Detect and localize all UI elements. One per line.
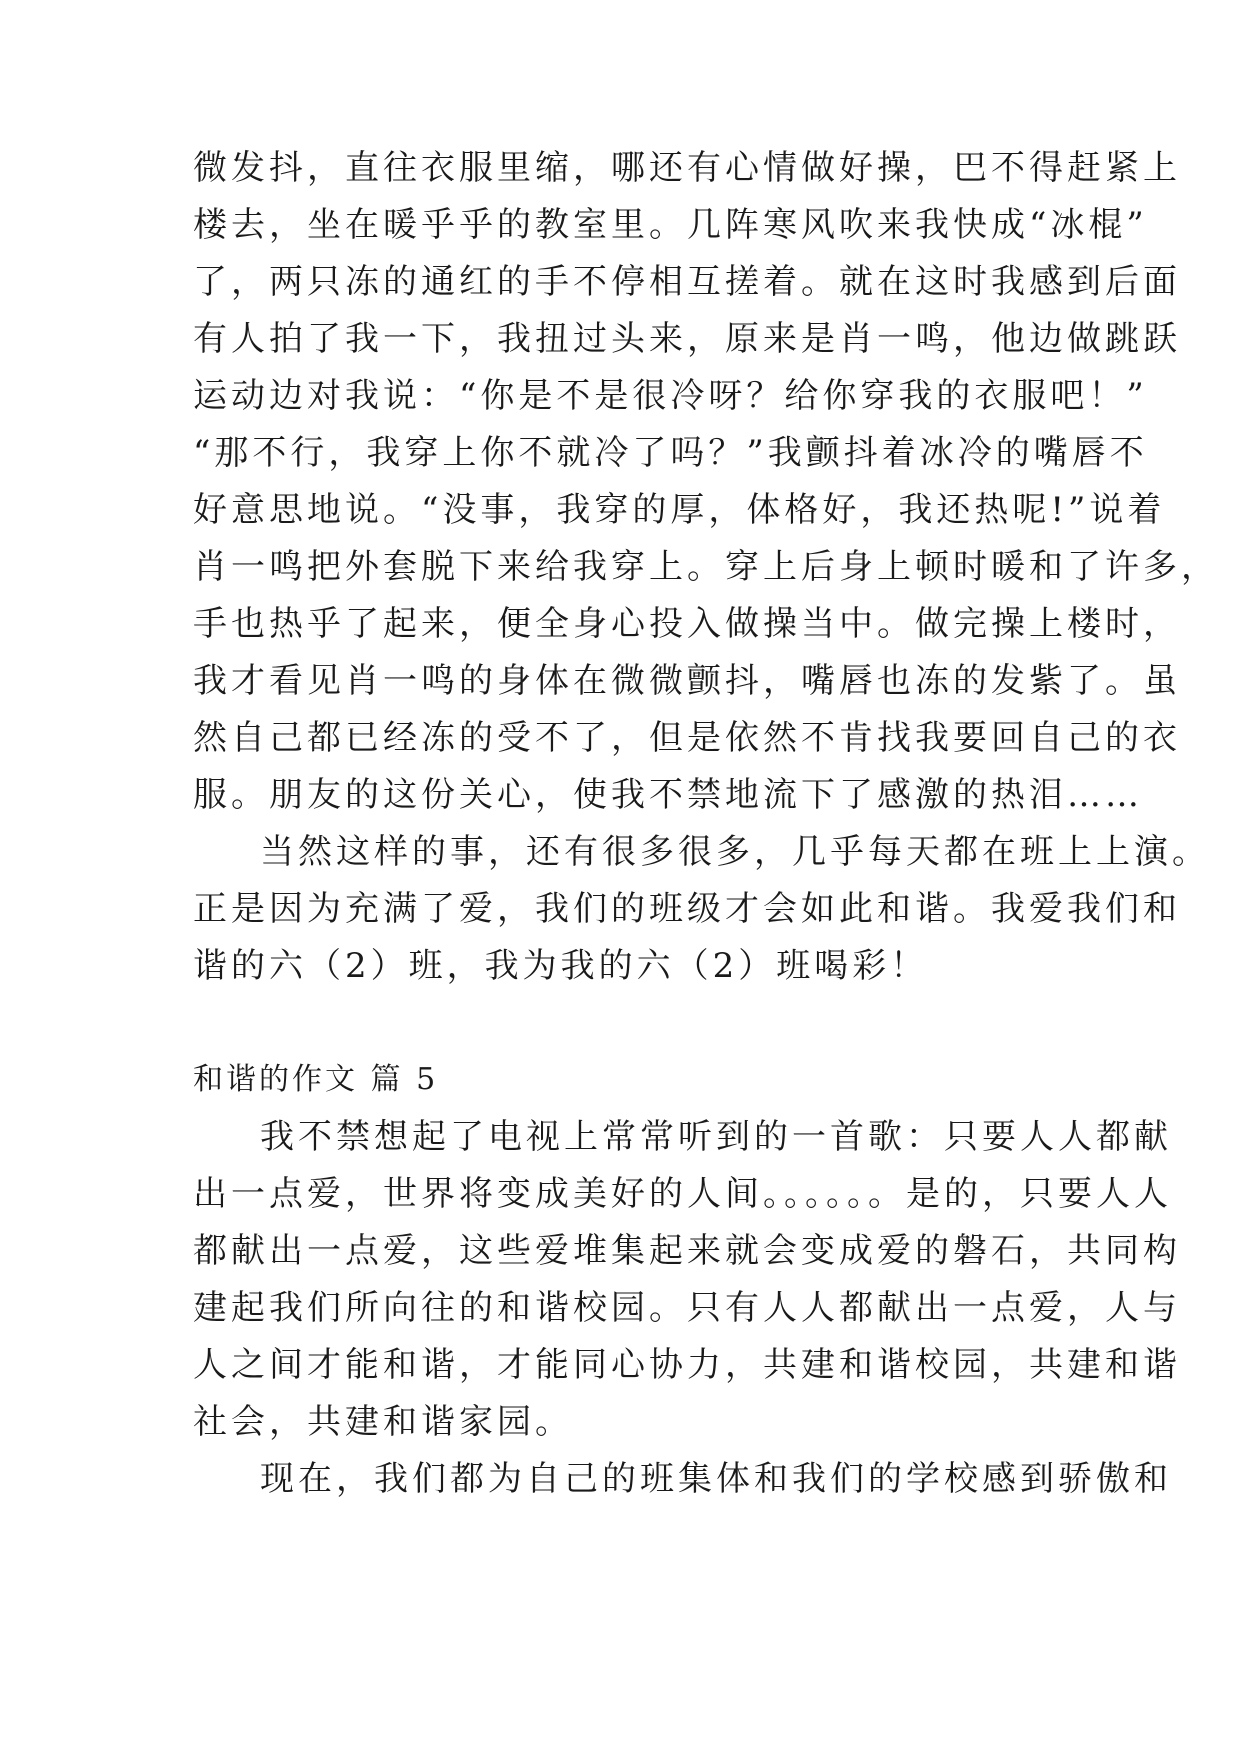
paragraph-line: 肖一鸣把外套脱下来给我穿上。穿上后身上顿时暖和了许多， (193, 547, 1219, 587)
paragraph-line: 手也热乎了起来，便全身心投入做操当中。做完操上楼时， (193, 604, 1181, 644)
paragraph-line: 人之间才能和谐，才能同心协力，共建和谐校园，共建和谐 (193, 1345, 1181, 1385)
paragraph-line: 微发抖，直往衣服里缩，哪还有心情做好操，巴不得赶紧上 (193, 148, 1181, 188)
paragraph-line: 楼去，坐在暖乎乎的教室里。几阵寒风吹来我快成“冰棍” (193, 205, 1148, 245)
paragraph-line: 都献出一点爱，这些爱堆集起来就会变成爱的磐石，共同构 (193, 1231, 1181, 1271)
paragraph-line: 运动边对我说：“你是不是很冷呀？给你穿我的衣服吧！” (193, 376, 1148, 416)
paragraph-line: 好意思地说。“没事，我穿的厚，体格好，我还热呢!”说着 (193, 490, 1166, 530)
paragraph-line: 现在，我们都为自己的班集体和我们的学校感到骄傲和 (260, 1459, 1172, 1499)
paragraph-line: 谐的六（2）班，我为我的六（2）班喝彩！ (193, 946, 929, 986)
paragraph-line: 了，两只冻的通红的手不停相互搓着。就在这时我感到后面 (193, 262, 1181, 302)
section-title: 和谐的作文 篇 5 (193, 1062, 439, 1097)
paragraph-line: “那不行，我穿上你不就冷了吗？”我颤抖着冰冷的嘴唇不 (193, 433, 1148, 473)
paragraph-line: 我不禁想起了电视上常常听到的一首歌：只要人人都献 (260, 1117, 1172, 1157)
paragraph-line: 有人拍了我一下，我扭过头来，原来是肖一鸣，他边做跳跃 (193, 319, 1181, 359)
paragraph-line: 建起我们所向往的和谐校园。只有人人都献出一点爱，人与 (193, 1288, 1181, 1328)
paragraph-line: 服。朋友的这份关心，使我不禁地流下了感激的热泪…… (193, 775, 1143, 815)
paragraph-line: 出一点爱，世界将变成美好的人间。。。。。。是的，只要人人 (193, 1174, 1172, 1214)
paragraph-line: 正是因为充满了爱，我们的班级才会如此和谐。我爱我们和 (193, 889, 1181, 929)
paragraph-line: 社会，共建和谐家园。 (193, 1402, 573, 1442)
paragraph-line: 然自己都已经冻的受不了，但是依然不肯找我要回自己的衣 (193, 718, 1181, 758)
paragraph-line: 我才看见肖一鸣的身体在微微颤抖，嘴唇也冻的发紫了。虽 (193, 661, 1181, 701)
paragraph-line: 当然这样的事，还有很多很多，几乎每天都在班上上演。 (260, 832, 1210, 872)
